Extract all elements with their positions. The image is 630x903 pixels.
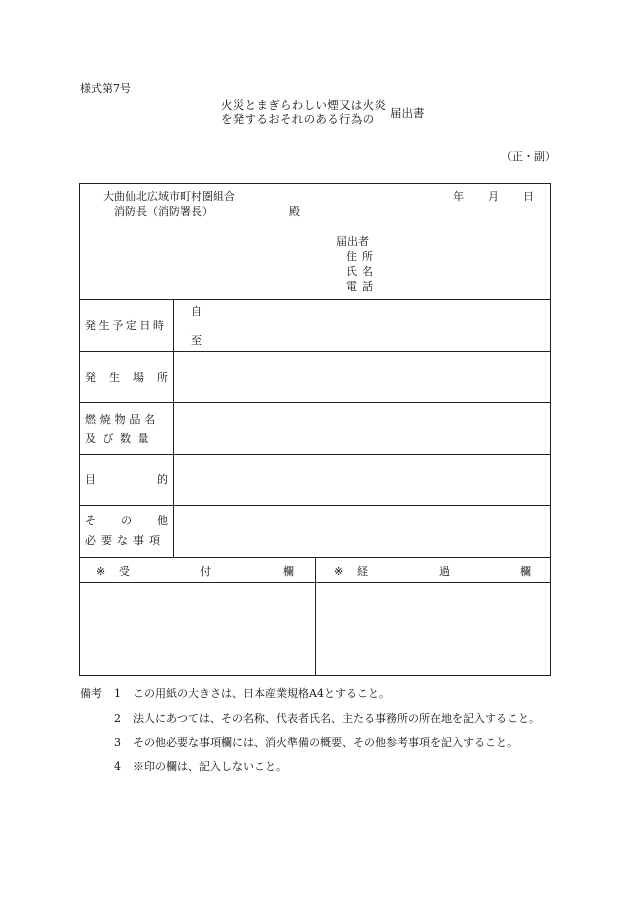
other-label-char-1: そ bbox=[85, 514, 96, 527]
note-number: 1 bbox=[114, 687, 121, 700]
reception-note-mark: ※ bbox=[96, 565, 106, 578]
notes-label: 備考 bbox=[80, 687, 102, 700]
to-label: 至 bbox=[191, 334, 202, 347]
date-month-label: 月 bbox=[488, 190, 499, 203]
items-field[interactable] bbox=[174, 403, 550, 453]
from-label: 自 bbox=[191, 305, 202, 318]
progress-header-char-1: 経 bbox=[357, 565, 368, 578]
schedule-label: 発生予定日時 bbox=[85, 319, 167, 332]
honorific: 殿 bbox=[289, 205, 300, 218]
progress-header-char-2: 過 bbox=[439, 565, 450, 578]
note-number: 4 bbox=[114, 760, 121, 773]
form-number: 様式第7号 bbox=[80, 82, 131, 95]
items-label-line-1: 燃焼物品名 bbox=[85, 413, 159, 426]
other-label-char-2: の bbox=[121, 514, 132, 527]
progress-header-char-3: 欄 bbox=[520, 565, 531, 578]
place-field[interactable] bbox=[174, 352, 550, 401]
other-label-char-3: 他 bbox=[157, 514, 168, 527]
copy-designation: （正・副） bbox=[501, 150, 556, 163]
addressee-chief: 消防長（消防署長） bbox=[114, 205, 213, 218]
notifier-name-label: 氏名 bbox=[346, 265, 378, 278]
date-day-label: 日 bbox=[523, 190, 534, 203]
schedule-field[interactable] bbox=[174, 300, 550, 350]
purpose-field[interactable] bbox=[174, 455, 550, 504]
items-label-line-2: 及び数量 bbox=[85, 432, 155, 445]
title-line-2: を発するおそれのある行為の bbox=[221, 112, 375, 126]
notifier-address-label: 住所 bbox=[346, 250, 378, 263]
other-field[interactable] bbox=[174, 506, 550, 556]
notifier-label: 届出者 bbox=[336, 235, 369, 248]
title-line-1: 火災とまぎらわしい煙又は火炎 bbox=[221, 98, 387, 112]
addressee-organization: 大曲仙北広域市町村圏組合 bbox=[103, 190, 235, 203]
note-text: 法人にあつては、その名称、代表者氏名、主たる事務所の所在地を記入すること。 bbox=[133, 712, 540, 725]
progress-note-mark: ※ bbox=[334, 565, 344, 578]
note-text: その他必要な事項欄には、消火準備の概要、その他参考事項を記入すること。 bbox=[133, 736, 518, 749]
reception-header-char-2: 付 bbox=[200, 565, 211, 578]
purpose-label-start: 目 bbox=[85, 473, 96, 486]
reception-header-char-3: 欄 bbox=[283, 565, 294, 578]
note-number: 2 bbox=[114, 712, 121, 725]
title-suffix: 届出書 bbox=[390, 106, 425, 120]
progress-field[interactable] bbox=[316, 583, 550, 675]
reception-field[interactable] bbox=[80, 583, 314, 675]
note-text: ※印の欄は、記入しないこと。 bbox=[133, 760, 287, 773]
notifier-phone-label: 電話 bbox=[346, 280, 378, 293]
purpose-label-end: 的 bbox=[157, 473, 168, 486]
note-text: この用紙の大きさは、日本産業規格A4とすること。 bbox=[133, 687, 390, 700]
reception-header-char-1: 受 bbox=[119, 565, 130, 578]
note-number: 3 bbox=[114, 736, 121, 749]
other-label-line-2: 必要な事項 bbox=[85, 534, 165, 547]
date-year-label: 年 bbox=[453, 190, 464, 203]
place-label: 発生場所 bbox=[85, 371, 181, 384]
